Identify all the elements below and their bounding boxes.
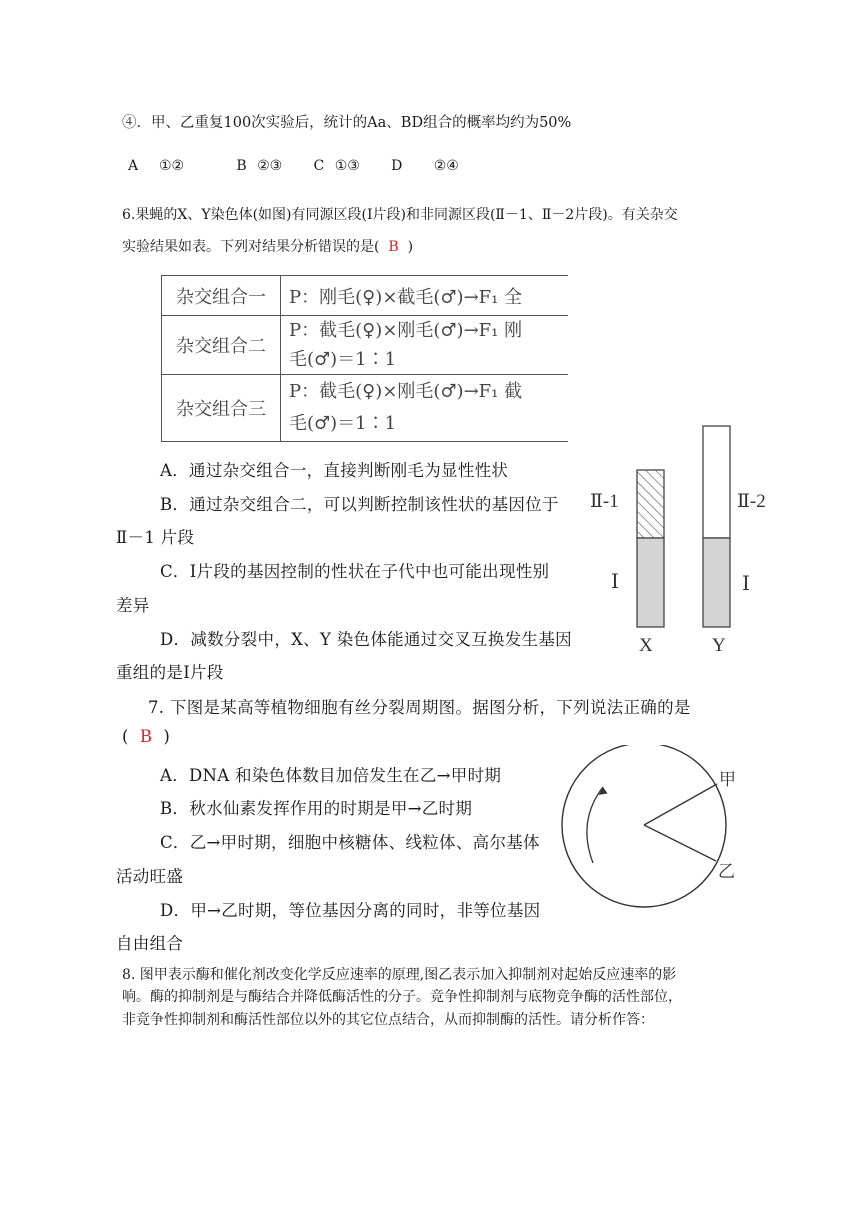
result-cell: P：刚毛(♀)×截毛(♂)→F₁ 全	[281, 276, 598, 316]
x-segment-ii1	[637, 470, 664, 538]
label-jia: 甲	[719, 770, 736, 789]
q8-line3: 非竞争性抑制剂和酶活性部位以外的其它位点结合，从而抑制酶的活性。请分析作答：	[122, 1012, 654, 1028]
table-row	[162, 316, 598, 375]
table-row	[162, 276, 598, 316]
q7-option-c: C．乙→甲时期，细胞中核糖体、线粒体、高尔基体	[160, 833, 540, 852]
label-ii2: Ⅱ-2	[737, 491, 766, 512]
q6-option-c: C．Ⅰ片段的基因控制的性状在子代中也可能出现性别	[160, 562, 550, 581]
cross-results-table	[161, 275, 598, 442]
q7-stem-line2: ( B )	[122, 727, 171, 746]
q7-stem-line1: 7. 下图是某高等植物细胞有丝分裂周期图。据图分析，下列说法正确的是	[148, 698, 691, 717]
q6-option-d: D．减数分裂中，X、Y 染色体能通过交叉互换发生基因	[160, 630, 572, 649]
result-cell: P：截毛(♀)×刚毛(♂)→F₁ 刚 毛(♂)＝1∶1	[281, 316, 598, 375]
q6-option-b-cont: Ⅱ－1 片段	[116, 528, 195, 547]
q6-stem-line2: 实验结果如表。下列对结果分析错误的是( B )	[122, 239, 414, 255]
q7-option-c-cont: 活动旺盛	[116, 867, 184, 886]
cell-cycle-figure	[555, 745, 760, 915]
q6-option-a: A．通过杂交组合一，直接判断刚毛为显性性状	[160, 461, 509, 480]
x-segment-i	[637, 538, 664, 627]
q7-option-d-cont: 自由组合	[116, 934, 184, 953]
label-y: Y	[712, 635, 726, 656]
label-ii1: Ⅱ-1	[590, 491, 619, 512]
label-i-right: Ⅰ	[742, 573, 750, 595]
q7-option-d: D．甲→乙时期，等位基因分离的同时，非等位基因	[160, 901, 541, 920]
q7-option-a: A．DNA 和染色体数目加倍发生在乙→甲时期	[160, 766, 502, 785]
group-cell: 杂交组合二	[162, 316, 281, 375]
statement-4: ④．甲、乙重复100次实验后，统计的Aa、BD组合的概率均约为50%	[122, 115, 572, 131]
label-i-left: Ⅰ	[611, 571, 619, 593]
radius-yi	[644, 825, 716, 861]
direction-arrow	[587, 787, 603, 863]
q6-answer: B	[388, 239, 399, 255]
label-yi: 乙	[718, 862, 735, 881]
q7-answer: B	[139, 727, 153, 746]
q6-stem-line1: 6.果蝇的X、Y染色体(如图)有同源区段(Ⅰ片段)和非同源区段(Ⅱ－1、Ⅱ－2片段)。有关杂交	[122, 207, 678, 223]
label-x: X	[639, 635, 653, 656]
table-row	[162, 375, 598, 442]
q8-line1: 8. 图甲表示酶和催化剂改变化学反应速率的原理,图乙表示加入抑制剂对起始反应速率的影	[122, 967, 677, 983]
q6-option-c-cont: 差异	[116, 596, 150, 615]
q6-option-d-cont: 重组的是Ⅰ片段	[116, 663, 224, 682]
q5-options: A ①② B ②③ C ①③ D ②④	[128, 158, 459, 174]
y-segment-i	[703, 538, 730, 627]
xy-chromosome-figure	[585, 420, 785, 660]
y-segment-ii2	[703, 426, 730, 538]
q8-line2: 响。酶的抑制剂是与酶结合并降低酶活性的分子。竞争性抑制剂与底物竞争酶的活性部位，	[122, 989, 682, 1005]
result-cell: P：截毛(♀)×刚毛(♂)→F₁ 截 毛(♂)＝1∶1	[281, 375, 598, 442]
q7-option-b: B．秋水仙素发挥作用的时期是甲→乙时期	[160, 799, 473, 818]
q6-option-b: B．通过杂交组合二，可以判断控制该性状的基因位于	[160, 495, 559, 514]
group-cell: 杂交组合一	[162, 276, 281, 316]
radius-jia	[644, 784, 717, 825]
group-cell: 杂交组合三	[162, 375, 281, 442]
